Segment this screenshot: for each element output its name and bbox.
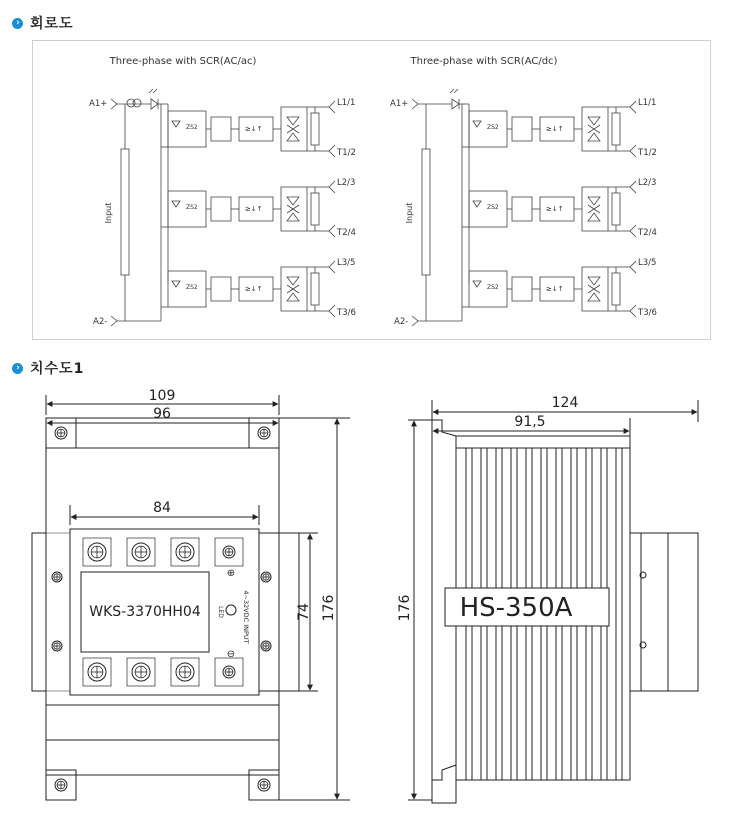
- output-terminal-label: T3/6: [337, 308, 356, 318]
- trigger-symbol: ≥↓↑: [546, 125, 564, 133]
- output-terminal-label: L3/5: [638, 258, 657, 268]
- terminal-symbol: [329, 101, 335, 113]
- led-icon: [473, 281, 481, 287]
- snubber-block: [311, 113, 319, 145]
- led-icon: [172, 201, 180, 207]
- zero-cross-block: [512, 117, 532, 141]
- circuit-heading-text: 회로도: [30, 16, 74, 32]
- terminal-a1-symbol: [111, 99, 117, 109]
- model-label: WKS-3370HH04: [89, 604, 201, 620]
- led-icon: [473, 201, 481, 207]
- terminal-a1: A1+: [390, 99, 409, 109]
- trigger-symbol: ≥↓↑: [546, 285, 564, 293]
- terminal-a1: A1+: [89, 99, 108, 109]
- terminal-a2-symbol: [111, 316, 117, 326]
- terminal-symbol: [630, 181, 636, 193]
- zero-cross-block: [211, 197, 231, 221]
- dimension-heading-text: 치수도1: [30, 361, 85, 377]
- output-terminal-label: T3/6: [638, 308, 657, 318]
- output-terminal-label: L2/3: [337, 178, 356, 188]
- circuit-diagram: [33, 41, 710, 339]
- terminal-symbol: [329, 261, 335, 273]
- plus-symbol: ⊕: [226, 568, 236, 579]
- trigger-symbol: ≥↓↑: [245, 205, 263, 213]
- led-icon: [473, 121, 481, 127]
- output-terminal-label: L1/1: [638, 98, 657, 108]
- coil-icon: [133, 99, 141, 107]
- chevron-right-icon: ›: [12, 363, 23, 374]
- output-terminal-label: T2/4: [337, 228, 356, 238]
- circuit-ac-ac: [89, 56, 356, 327]
- terminal-symbol: [630, 225, 636, 237]
- dim-176-side-label: 176: [397, 594, 413, 622]
- output-terminal-label: L2/3: [638, 178, 657, 188]
- dim-176-front-label: 176: [321, 594, 337, 622]
- output-terminal-label: T1/2: [337, 148, 356, 158]
- zs-label: ZS2: [186, 204, 198, 211]
- zero-cross-block: [512, 277, 532, 301]
- circuit-heading: [12, 13, 74, 33]
- zero-cross-block: [211, 117, 231, 141]
- scr-pair: [582, 267, 608, 311]
- circuit-title: Three-phase with SCR(AC/ac): [109, 56, 257, 67]
- terminal-symbol: [329, 225, 335, 237]
- heatsink-model-label: HS-350A: [459, 593, 573, 623]
- output-terminal-label: L3/5: [337, 258, 356, 268]
- terminal-symbol: [630, 101, 636, 113]
- terminal-symbol: [329, 305, 335, 317]
- terminal-symbol: [329, 181, 335, 193]
- led-icon: [172, 121, 180, 127]
- snubber-block: [612, 113, 620, 145]
- snubber-block: [612, 273, 620, 305]
- snubber-block: [311, 273, 319, 305]
- dim-91-5-label: 91,5: [514, 414, 546, 430]
- output-terminal-label: T1/2: [638, 148, 657, 158]
- terminal-symbol: [630, 261, 636, 273]
- light-arrows-icon: [450, 89, 458, 93]
- scr-pair: [281, 267, 307, 311]
- light-arrows-icon: [149, 89, 157, 93]
- dim-74-label: 74: [296, 603, 312, 621]
- minus-symbol: ⊖: [226, 649, 236, 660]
- zs-label: ZS2: [186, 124, 198, 131]
- terminal-a1-symbol: [412, 99, 418, 109]
- dim-109-label: 109: [148, 388, 176, 404]
- snubber-block: [612, 193, 620, 225]
- led-label: LED: [217, 606, 224, 618]
- input-label: 4~32VDC INPUT: [242, 590, 250, 644]
- ssr-module-side: [630, 533, 698, 691]
- zero-cross-block: [512, 197, 532, 221]
- scr-pair: [281, 187, 307, 231]
- chevron-right-icon: ›: [12, 18, 23, 29]
- terminal-a2: A2-: [93, 317, 108, 327]
- dim-124-label: 124: [551, 395, 579, 411]
- zs-label: ZS2: [487, 284, 499, 291]
- led-icon: [172, 281, 180, 287]
- terminal-symbol: [630, 305, 636, 317]
- zero-cross-block: [211, 277, 231, 301]
- trigger-symbol: ≥↓↑: [245, 125, 263, 133]
- terminal-symbol: [329, 145, 335, 157]
- front-view: [32, 388, 350, 800]
- input-bar: [121, 149, 129, 275]
- dim-96-label: 96: [153, 406, 171, 422]
- snubber-block: [311, 193, 319, 225]
- output-terminal-label: T2/4: [638, 228, 657, 238]
- diode-icon: [452, 99, 459, 109]
- zs-label: ZS2: [186, 284, 198, 291]
- circuit-title: Three-phase with SCR(AC/dc): [410, 56, 558, 67]
- input-label: Input: [405, 202, 414, 224]
- scr-pair: [582, 107, 608, 151]
- terminal-a2-symbol: [412, 316, 418, 326]
- input-bar: [422, 149, 430, 275]
- zs-label: ZS2: [487, 124, 499, 131]
- output-terminal-label: L1/1: [337, 98, 356, 108]
- trigger-symbol: ≥↓↑: [245, 285, 263, 293]
- dimension-drawing: [0, 380, 736, 815]
- circuit-diagram-panel: [32, 40, 711, 340]
- terminal-a2: A2-: [394, 317, 409, 327]
- dimension-heading: [12, 358, 84, 378]
- diode-icon: [151, 99, 158, 109]
- scr-pair: [582, 187, 608, 231]
- scr-pair: [281, 107, 307, 151]
- terminal-symbol: [630, 145, 636, 157]
- circuit-ac-dc: [390, 56, 657, 327]
- trigger-symbol: ≥↓↑: [546, 205, 564, 213]
- zs-label: ZS2: [487, 204, 499, 211]
- input-label: Input: [104, 202, 113, 224]
- dim-84-label: 84: [153, 500, 171, 516]
